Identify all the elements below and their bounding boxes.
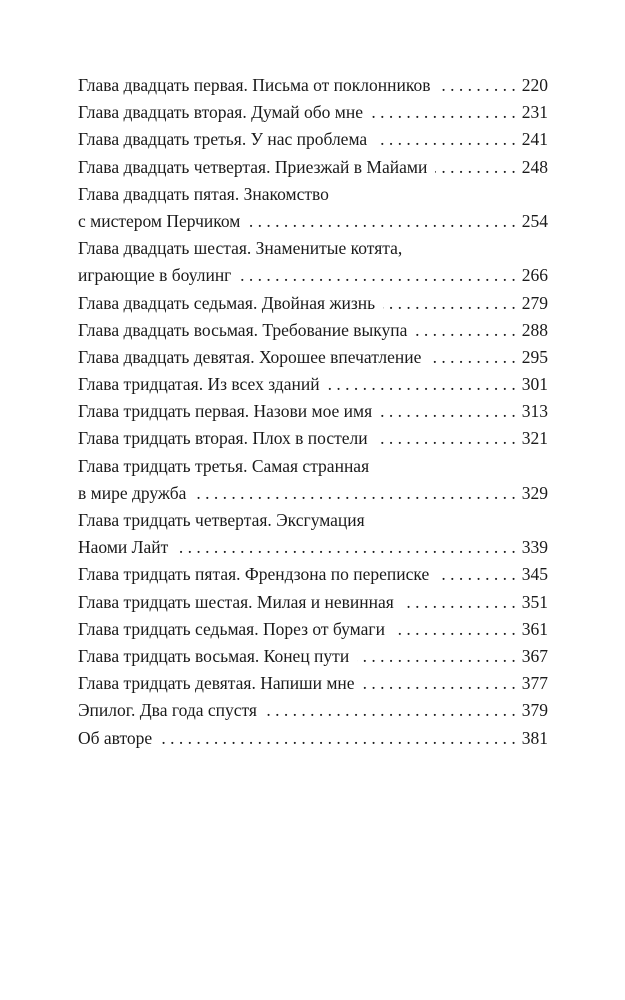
toc-leader-dots bbox=[363, 670, 516, 697]
toc-entry bbox=[78, 262, 548, 289]
toc-entry-wrap-start bbox=[78, 181, 548, 208]
toc-leader-dots bbox=[435, 154, 515, 181]
toc-leader-dots bbox=[375, 126, 516, 153]
toc-entry-page: 313 bbox=[521, 401, 548, 422]
toc-entry-page: 241 bbox=[521, 129, 548, 150]
toc-leader-dots bbox=[429, 344, 515, 371]
toc-entry-page: 351 bbox=[521, 591, 548, 612]
toc-entry-title: Глава тридцать девятая. Напиши мне bbox=[78, 673, 355, 694]
toc-entry-page: 295 bbox=[521, 346, 548, 367]
toc-entry bbox=[78, 425, 548, 452]
toc-entry-page: 321 bbox=[521, 428, 548, 449]
toc-leader-dots bbox=[328, 371, 516, 398]
toc-entry-page: 254 bbox=[521, 210, 548, 231]
toc-entry bbox=[78, 126, 548, 153]
toc-entry-title: Глава тридцать четвертая. Эксгумация bbox=[78, 510, 365, 530]
toc-entry-wrap-start bbox=[78, 235, 548, 262]
toc-entry-title: с мистером Перчиком bbox=[78, 210, 241, 231]
toc-entry-page: 339 bbox=[521, 537, 548, 558]
toc-entry bbox=[78, 398, 548, 425]
toc-leader-dots bbox=[371, 99, 516, 126]
toc-entry bbox=[78, 72, 548, 99]
toc-entry-title: Глава тридцать шестая. Милая и невинная bbox=[78, 591, 394, 612]
toc-entry-page: 329 bbox=[521, 482, 548, 503]
toc-entry bbox=[78, 317, 548, 344]
toc-entry-page: 288 bbox=[521, 319, 548, 340]
toc-leader-dots bbox=[194, 480, 515, 507]
toc-leader-dots bbox=[265, 697, 516, 724]
toc-entry-title: Глава тридцать восьмая. Конец пути bbox=[78, 645, 350, 666]
toc-leader-dots bbox=[248, 208, 515, 235]
toc-entry-title: Глава двадцать четвертая. Приезжай в Майами bbox=[78, 156, 428, 177]
toc-entry bbox=[78, 725, 548, 752]
toc-leader-dots bbox=[393, 616, 516, 643]
toc-leader-dots bbox=[176, 534, 515, 561]
toc-entry bbox=[78, 371, 548, 398]
toc-entry bbox=[78, 534, 548, 561]
toc-entry-title: Глава тридцать третья. Самая странная bbox=[78, 455, 370, 476]
toc-leader-dots bbox=[380, 398, 516, 425]
toc-entry bbox=[78, 616, 548, 643]
toc-entry-page: 345 bbox=[521, 564, 548, 585]
toc-entry-title: играющие в боулинг bbox=[78, 265, 232, 286]
toc-leader-dots bbox=[376, 425, 516, 452]
toc-entry bbox=[78, 561, 548, 588]
toc-entry-title: Глава двадцать девятая. Хорошее впечатление bbox=[78, 346, 422, 367]
toc-leader-dots bbox=[357, 643, 516, 670]
toc-entry-page: 377 bbox=[521, 673, 548, 694]
toc-entry-title: Глава двадцать третья. У нас проблема bbox=[78, 129, 368, 150]
toc-entry bbox=[78, 589, 548, 616]
toc-leader-dots bbox=[438, 72, 515, 99]
toc-entry-title: Об авторе bbox=[78, 727, 153, 748]
toc-leader-dots bbox=[415, 317, 515, 344]
toc-entry-page: 220 bbox=[521, 75, 548, 95]
toc-entry-title: Эпилог. Два года спустя bbox=[78, 700, 257, 721]
toc-entry-title: Глава двадцать седьмая. Двойная жизнь bbox=[78, 292, 376, 313]
toc-entry bbox=[78, 154, 548, 181]
toc-entry-page: 266 bbox=[521, 265, 548, 286]
toc-entry bbox=[78, 208, 548, 235]
toc-leader-dots bbox=[160, 725, 516, 752]
table-of-contents bbox=[78, 72, 548, 752]
toc-leader-dots bbox=[402, 589, 516, 616]
toc-entry-title: Глава тридцать вторая. Плох в постели bbox=[78, 428, 368, 449]
toc-entry-title: Глава тридцать пятая. Френдзона по переписке bbox=[78, 564, 430, 585]
toc-leader-dots bbox=[437, 561, 516, 588]
toc-entry-page: 248 bbox=[521, 156, 548, 177]
toc-leader-dots bbox=[383, 290, 516, 317]
toc-entry bbox=[78, 99, 548, 126]
toc-entry-title: Глава двадцать первая. Письма от поклонников bbox=[78, 75, 431, 95]
toc-leader-dots bbox=[239, 262, 515, 289]
toc-entry-page: 301 bbox=[521, 374, 548, 395]
toc-entry bbox=[78, 670, 548, 697]
toc-entry-title: Глава тридцать первая. Назови мое имя bbox=[78, 401, 373, 422]
toc-entry-title: Глава двадцать пятая. Знакомство bbox=[78, 183, 329, 204]
toc-entry-title: Глава тридцать седьмая. Порез от бумаги bbox=[78, 618, 385, 639]
toc-entry bbox=[78, 344, 548, 371]
toc-entry-wrap-start bbox=[78, 453, 548, 480]
toc-entry-page: 381 bbox=[521, 727, 548, 748]
toc-entry-page: 361 bbox=[521, 618, 548, 639]
toc-entry-title: Глава двадцать восьмая. Требование выкупа bbox=[78, 319, 408, 340]
toc-entry-title: Наоми Лайт bbox=[78, 537, 169, 558]
toc-entry-wrap-start bbox=[78, 507, 548, 534]
toc-entry-page: 367 bbox=[521, 645, 548, 666]
toc-entry bbox=[78, 290, 548, 317]
toc-entry bbox=[78, 697, 548, 724]
toc-entry bbox=[78, 480, 548, 507]
toc-entry-title: в мире дружба bbox=[78, 482, 187, 503]
toc-entry-title: Глава двадцать вторая. Думай обо мне bbox=[78, 102, 363, 123]
toc-entry-title: Глава тридцатая. Из всех зданий bbox=[78, 374, 320, 395]
toc-entry bbox=[78, 643, 548, 670]
toc-entry-title: Глава двадцать шестая. Знаменитые котята, bbox=[78, 238, 403, 259]
toc-entry-page: 379 bbox=[521, 700, 548, 721]
toc-entry-page: 279 bbox=[521, 292, 548, 313]
toc-entry-page: 231 bbox=[521, 102, 548, 123]
